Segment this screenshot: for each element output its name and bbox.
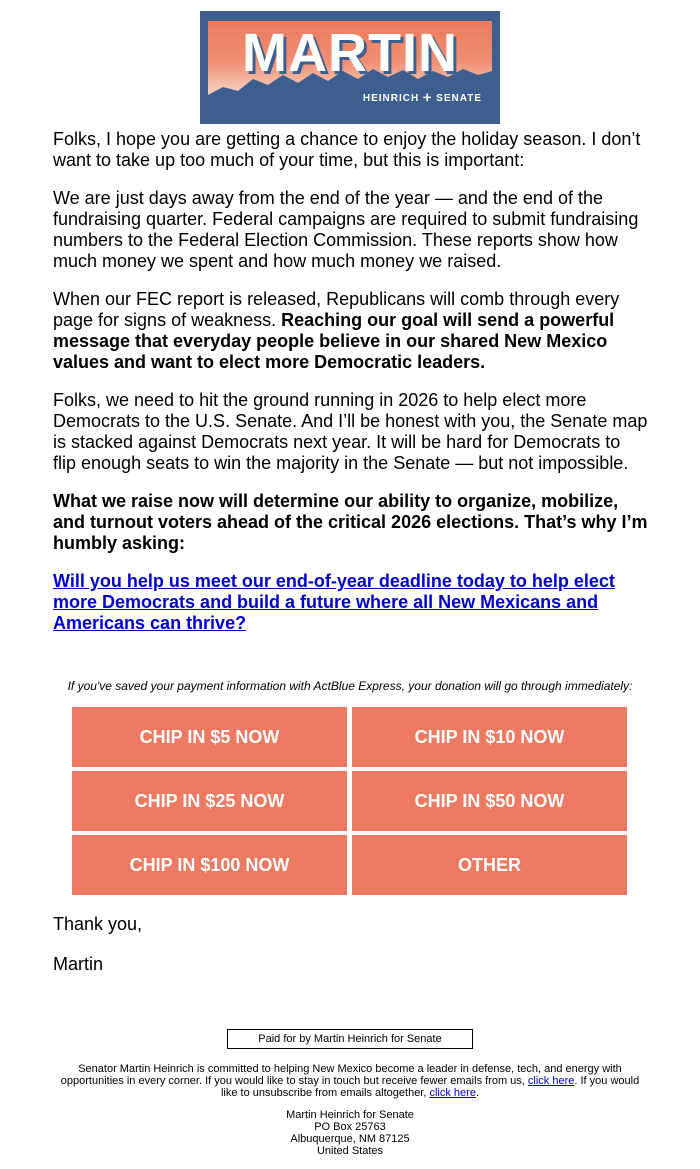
campaign-logo (200, 11, 500, 124)
email-body (53, 129, 648, 651)
signoff: Thank you, (53, 914, 143, 934)
logo-name: MARTIN (242, 23, 458, 83)
mailing-address: Martin Heinrich for Senate PO Box 25763 Albuquerque, NM 87125 United States (286, 1109, 414, 1157)
chip-in-100-button[interactable]: CHIP IN $100 NOW (72, 835, 347, 895)
chip-in-10-button[interactable]: CHIP IN $10 NOW (352, 707, 627, 767)
signature: Martin (53, 954, 104, 974)
unsubscribe-link[interactable]: click here (429, 1087, 476, 1099)
other-amount-button[interactable]: OTHER (352, 835, 627, 895)
paid-for-disclaimer: Paid for by Martin Heinrich for Senate (227, 1029, 473, 1049)
donate-cta-link[interactable]: Will you help us meet our end-of-year deadline today to help elect more Democrats and build a future where all New Mexicans and Americans can thrive? (53, 571, 615, 633)
paragraph: We are just days away from the end of the year — and the end of the fundraising quarter. Federal campaigns are required to submit fundraising numbers to the Federal Election Commission. These reports show how much money we spent and how much money we raised. (53, 188, 639, 271)
actblue-note: If you've saved your payment information with ActBlue Express, your donation will go through immediately: (67, 679, 633, 693)
chip-in-25-button[interactable]: CHIP IN $25 NOW (72, 771, 347, 831)
paragraph: When our FEC report is released, Republicans will comb through every page for signs of weakness. Reaching our goal will send a powerful message that everyday people believe in our shared New Mexico values and want to elect more Democratic leaders. (53, 289, 620, 372)
paragraph: What we raise now will determine our ability to organize, mobilize, and turnout voters ahead of the critical 2026 elections. That’s why I’m humbly asking: (53, 491, 648, 553)
chip-in-50-button[interactable]: CHIP IN $50 NOW (352, 771, 627, 831)
chip-in-5-button[interactable]: CHIP IN $5 NOW (72, 707, 347, 767)
paragraph: Folks, we need to hit the ground running in 2026 to help elect more Democrats to the U.S. Senate. And I’ll be honest with you, the Senate map is stacked against Democrats next year. It will be hard for Democrats to flip enough seats to win the majority in the Senate — but not impossible. (53, 390, 648, 473)
footer-text: Senator Martin Heinrich is committed to helping New Mexico become a leader in defense, tech, and energy with opportunities in every corner. If you would like to stay in touch but receive fewer emails from us, click here. If you would like to unsubscribe from emails altogether, click here. (60, 1063, 640, 1099)
fewer-emails-link[interactable]: click here (527, 1075, 575, 1087)
zia-symbol-icon: ✛ (423, 93, 433, 104)
logo-subtitle: HEINRICH ✛ SENATE (362, 93, 482, 104)
paragraph: Folks, I hope you are getting a chance to enjoy the holiday season. I don’t want to take up too much of your time, but this is important: (53, 129, 641, 170)
donation-buttons (72, 707, 627, 895)
